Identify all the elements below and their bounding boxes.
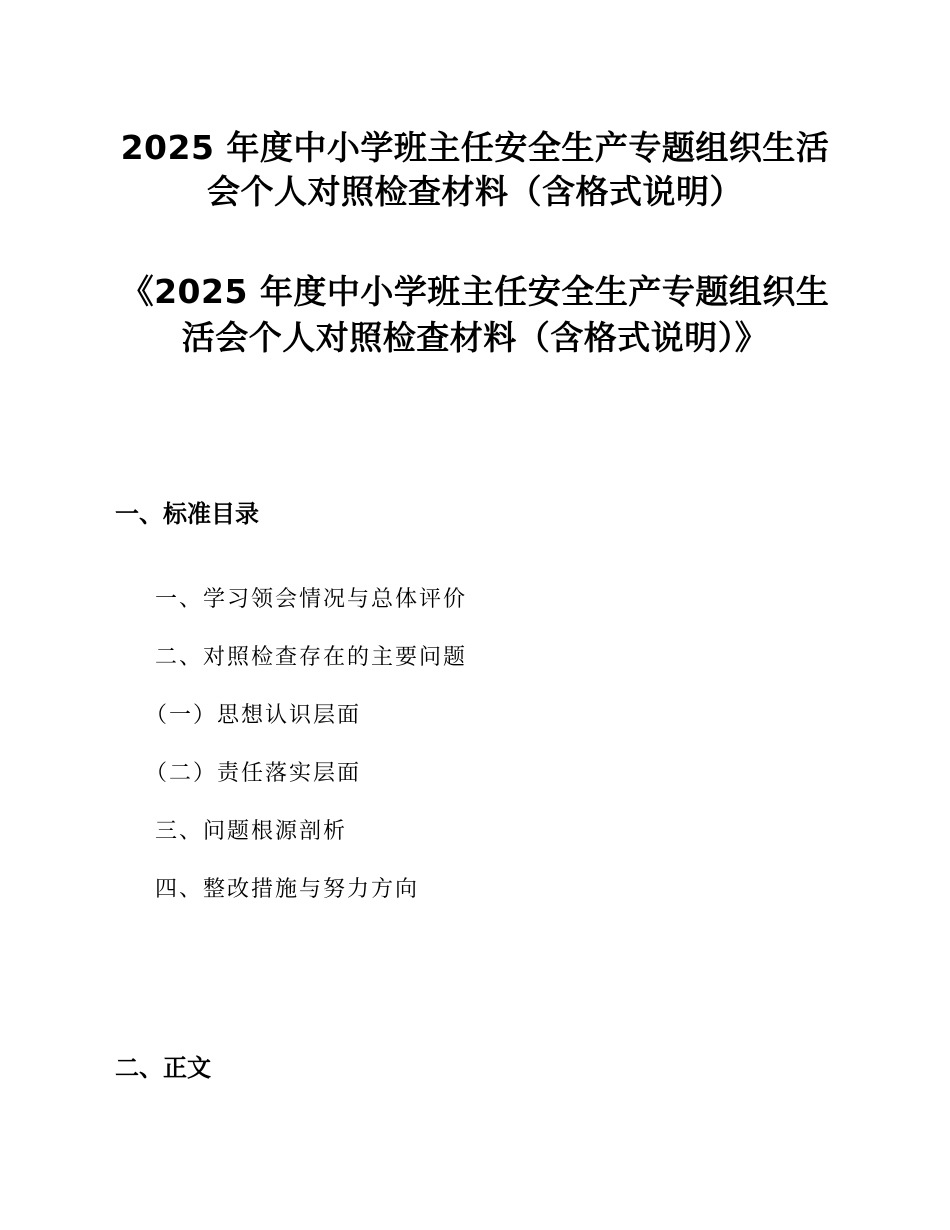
document-subtitle-line-1: 《2025 年度中小学班主任安全生产专题组织生 xyxy=(120,272,830,311)
toc-item: 四、整改措施与努力方向 xyxy=(155,877,420,902)
document-title-line-2: 会个人对照检查材料（含格式说明） xyxy=(207,172,743,211)
document-title-line-1: 2025 年度中小学班主任安全生产专题组织生活 xyxy=(120,128,830,167)
toc-item: 二、对照检查存在的主要问题 xyxy=(155,645,468,670)
section-heading-body: 二、正文 xyxy=(115,1054,211,1082)
section-heading-toc: 一、标准目录 xyxy=(115,500,259,528)
toc-item: （二）责任落实层面 xyxy=(145,761,362,786)
toc-item: 三、问题根源剖析 xyxy=(155,819,348,844)
document-subtitle-line-2: 活会个人对照检查材料（含格式说明）》 xyxy=(181,318,769,357)
toc-item: （一）思想认识层面 xyxy=(145,703,362,728)
toc-item: 一、学习领会情况与总体评价 xyxy=(155,587,468,612)
